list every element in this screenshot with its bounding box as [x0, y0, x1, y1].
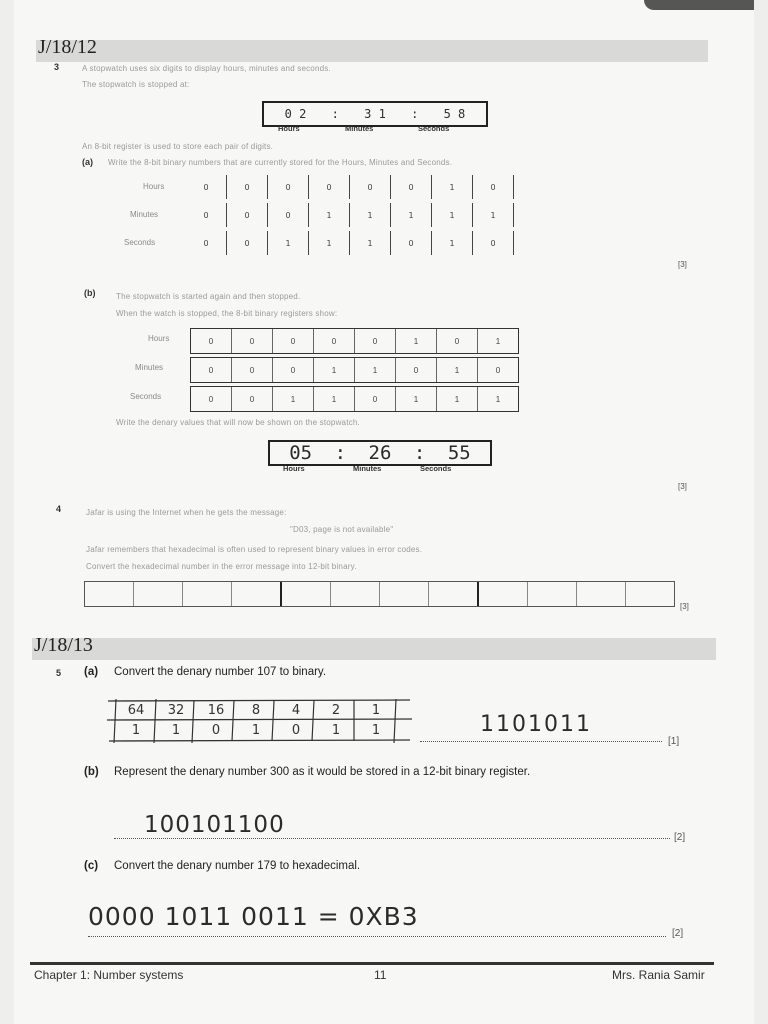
row-label-hours: Hours: [143, 182, 165, 191]
bit-cell: 0: [273, 329, 314, 353]
binary-register-12bit[interactable]: [84, 581, 675, 607]
section-header-bar: [32, 638, 716, 660]
place-value-column: [196, 700, 236, 740]
place-value-column: [156, 700, 196, 740]
bit-cell: 0: [314, 329, 355, 353]
binary-digit: 1: [131, 722, 141, 738]
display-separator: :: [334, 442, 347, 464]
bit-cell: 1: [432, 203, 473, 227]
place-value: 16: [207, 702, 225, 718]
bit-cell: 0: [232, 329, 273, 353]
bit-cell: 0: [186, 203, 227, 227]
bit-cell: 0: [186, 231, 227, 255]
footer-rule: [30, 962, 714, 965]
part-b-question: Represent the denary number 300 as it would be stored in a 12-bit binary register.: [114, 766, 531, 778]
binary-digit: 1: [171, 722, 181, 738]
intro-text: The stopwatch is stopped at:: [82, 80, 190, 89]
bit-cell: 0: [309, 175, 350, 199]
bit-cell: 0: [191, 329, 232, 353]
answer-c: 0000 1011 0011 = 0XB3: [88, 902, 419, 931]
bit-cell: 0: [495, 365, 501, 375]
place-value-column: [276, 700, 316, 740]
place-value: 8: [251, 702, 261, 718]
bit-cell: 1: [437, 358, 478, 382]
register-minutes-b: [190, 357, 519, 383]
bit-cell: 1: [314, 358, 355, 382]
display-hours: 0 2: [284, 107, 307, 121]
intro-text: A stopwatch uses six digits to display hours, minutes and seconds.: [82, 64, 331, 73]
register-minutes-a: [186, 203, 514, 227]
answer-line: [88, 936, 666, 937]
marks: [3]: [678, 260, 687, 269]
marks: [3]: [680, 602, 689, 611]
q4-text: Jafar is using the Internet when he gets the message:: [86, 508, 287, 517]
answer-b: 100101100: [144, 812, 285, 838]
binary-digit: 0: [291, 722, 301, 738]
register-seconds-b: [190, 386, 519, 412]
answer-hours: 05: [289, 442, 313, 464]
marks: [2]: [672, 928, 684, 939]
bit-cell: 1: [355, 358, 396, 382]
bit-cell: 1: [495, 394, 501, 404]
bit-cell: 1: [432, 175, 473, 199]
bit-cell: 0: [273, 358, 314, 382]
bit-cell: 0: [268, 175, 309, 199]
bit-cell: 1: [473, 203, 514, 227]
bit-cell: 1: [432, 231, 473, 255]
place-value: 1: [371, 702, 381, 718]
label-seconds: Seconds: [420, 464, 452, 473]
part-label: (a): [82, 157, 93, 167]
bit-cell: 1: [495, 336, 501, 346]
binary-digit: 1: [371, 722, 381, 738]
bit-cell: 1: [268, 231, 309, 255]
intro-text: An 8-bit register is used to store each pair of digits.: [82, 142, 274, 151]
row-label-minutes: Minutes: [135, 363, 164, 372]
register-hours-b: [190, 328, 519, 354]
binary-digit: 1: [251, 722, 261, 738]
row-label-minutes: Minutes: [130, 210, 159, 219]
part-label: (c): [84, 860, 99, 872]
bit-cell: 1: [314, 387, 355, 411]
marks: [3]: [678, 482, 687, 491]
bit-cell: 0: [391, 231, 432, 255]
part-b-text: When the watch is stopped, the 8-bit binary registers show:: [116, 309, 338, 318]
bit-cell: 0: [191, 387, 232, 411]
part-a-text: Write the 8-bit binary numbers that are currently stored for the Hours, Minutes and Seconds.: [108, 158, 453, 167]
question-number: 5: [56, 668, 62, 678]
display-separator: :: [413, 442, 426, 464]
bit-cell: 0: [355, 329, 396, 353]
bit-cell: 1: [391, 203, 432, 227]
bit-cell: 0: [437, 329, 478, 353]
label-seconds: Seconds: [418, 124, 450, 133]
bit-cell: 0: [227, 175, 268, 199]
q4-quote: "D03, page is not available": [290, 525, 394, 534]
bit-cell: 1: [309, 203, 350, 227]
binary-digit: 1: [331, 722, 341, 738]
label-minutes: Minutes: [345, 124, 374, 133]
display-minutes: 3 1: [364, 107, 386, 121]
part-b-text: Write the denary values that will now be shown on the stopwatch.: [116, 418, 360, 427]
marks: [1]: [668, 736, 680, 747]
bit-cell: 0: [391, 175, 432, 199]
register-hours-a: [186, 175, 514, 199]
bit-cell: 1: [350, 231, 391, 255]
row-label-hours: Hours: [148, 334, 170, 343]
bit-cell: 0: [473, 175, 514, 199]
footer-author: Mrs. Rania Samir: [612, 968, 705, 982]
bit-cell: 1: [309, 231, 350, 255]
bit-cell: 0: [191, 358, 232, 382]
bit-cell: 0: [232, 387, 273, 411]
answer-minutes: 26: [368, 442, 392, 464]
scan-shadow: [644, 0, 754, 10]
bit-cell: 0: [227, 203, 268, 227]
bit-cell: 1: [350, 203, 391, 227]
part-label: (b): [84, 766, 99, 778]
section-header-bar: [36, 40, 708, 62]
bit-cell: 1: [396, 329, 437, 353]
answer-line: [420, 741, 662, 742]
bit-cell: 1: [396, 387, 437, 411]
bit-cell: 0: [350, 175, 391, 199]
footer-page-number: 11: [374, 968, 387, 982]
question-number: 4: [56, 504, 62, 514]
bit-cell: 0: [396, 358, 437, 382]
bit-cell: 0: [473, 231, 514, 255]
display-separator: :: [331, 107, 339, 121]
bit-cell: 1: [273, 387, 314, 411]
place-value: 64: [127, 702, 145, 718]
place-value: 4: [291, 702, 301, 718]
place-value-column: [116, 700, 156, 740]
part-label: (b): [84, 288, 96, 298]
section-code: J/18/12: [38, 36, 97, 58]
bit-cell: 1: [437, 387, 478, 411]
part-label: (a): [84, 666, 99, 678]
bit-cell: 0: [268, 203, 309, 227]
marks: [2]: [674, 832, 686, 843]
q4-text: Jafar remembers that hexadecimal is often used to represent binary values in error codes.: [86, 545, 423, 554]
binary-digit: 0: [211, 722, 221, 738]
display-separator: :: [411, 107, 419, 121]
question-number: 3: [54, 62, 60, 72]
place-value: 32: [167, 702, 185, 718]
label-hours: Hours: [283, 464, 305, 473]
bit-cell: 0: [232, 358, 273, 382]
q4-text: Convert the hexadecimal number in the error message into 12-bit binary.: [86, 562, 357, 571]
label-minutes: Minutes: [353, 464, 382, 473]
stopwatch-answer-display: [268, 440, 492, 466]
answer-a: 1101011: [480, 712, 592, 737]
bit-cell: 0: [355, 387, 396, 411]
row-label-seconds: Seconds: [124, 238, 156, 247]
part-a-question: Convert the denary number 107 to binary.: [114, 666, 327, 678]
display-seconds: 5 8: [443, 107, 466, 121]
place-value-table: [116, 700, 396, 740]
place-value-column: [236, 700, 276, 740]
bit-cell: 0: [227, 231, 268, 255]
part-b-text: The stopwatch is started again and then stopped.: [116, 292, 301, 301]
label-hours: Hours: [278, 124, 300, 133]
place-value: 2: [331, 702, 341, 718]
answer-seconds: 55: [447, 442, 471, 464]
place-value-column: [356, 700, 396, 740]
section-code: J/18/13: [34, 634, 93, 656]
place-value-column: [316, 700, 356, 740]
part-c-question: Convert the denary number 179 to hexadecimal.: [114, 860, 361, 872]
bit-cell: 0: [186, 175, 227, 199]
register-seconds-a: [186, 231, 514, 255]
footer-chapter: Chapter 1: Number systems: [34, 968, 184, 982]
row-label-seconds: Seconds: [130, 392, 162, 401]
answer-line: [114, 838, 670, 839]
